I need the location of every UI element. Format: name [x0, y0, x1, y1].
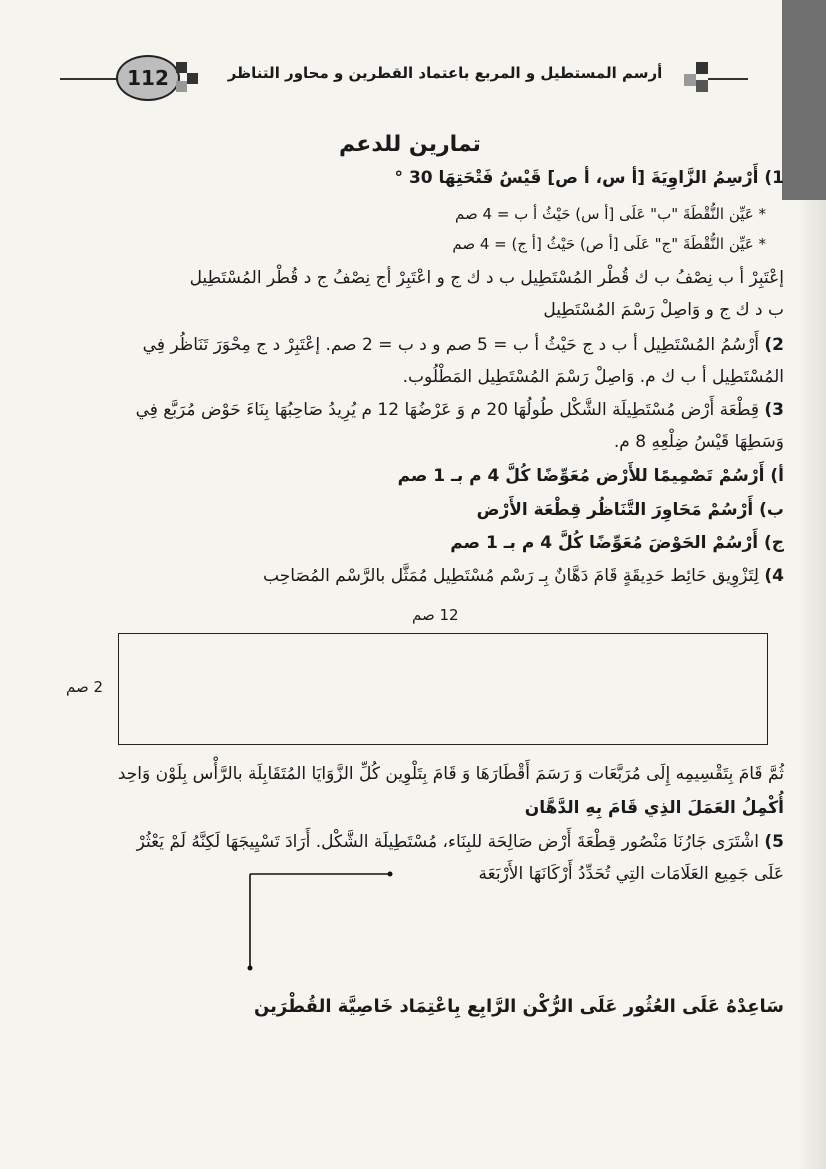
exercise-2a-line: [40, 335, 784, 355]
page-edge-shadow: [782, 0, 826, 200]
exercise-4c-line: أُكْمِلُ العَمَلَ الذِي قَامَ بِهِ الدَّهَّان: [524, 798, 784, 818]
section-title: تمارين للدعم: [339, 132, 481, 157]
exercise-3c-line: أ) أَرْسُمْ تَصْمِيمًا للأَرْض مُعَوِّضًا كُلَّ 4 م بـ 1 صم: [397, 466, 784, 486]
exercise-1d-line: ب د ك ج و وَاصِلْ رَسْمَ المُسْتَطِيل: [543, 300, 784, 320]
exercise-3b-line: وَسَطِهَا قَيْسُ ضِلْعِهِ 8 م.: [613, 432, 784, 452]
exercise-text: اشْتَرَى جَارُنَا مَنْصُور قِطْعَةَ أَرْض صَالِحَة للبِنَاء، مُسْتَطِيلَة الشَّكْل. أَرَادَ تَسْيِيجَهَا لَكِنَّهُ لَمْ يَعْثُرْ: [136, 832, 759, 852]
exercise-4a-line: [40, 566, 784, 586]
rect-width-label: 12 صم: [412, 606, 459, 624]
corner-figure: [240, 864, 400, 974]
page-edge-shade: [798, 200, 826, 1169]
exercise-5c-line: سَاعِدْهُ عَلَى العُثُور عَلَى الرُّكْن الرَّابِع بِاعْتِمَاد خَاصِيَّة القُطْرَين: [253, 996, 784, 1017]
exercise-number: 5): [764, 832, 784, 852]
exercise-5a-line: [40, 832, 784, 852]
exercise-text: قِطْعَة أَرْض مُسْتَطِيلَة الشَّكْل طُولُهَا 20 م وَ عَرْضُهَا 12 م يُرِيدُ صَاحِبُهَا بِنَاءَ حَوْض مُرَبَّع فِي: [135, 400, 759, 420]
exercise-text: لِتَزْوِيق حَائِط حَدِيقَةٍ قَامَ دَهَّانٌ بِـ رَسْم مُسْتَطِيل مُمَثَّل بالرَّسْم المُصَاحِب: [263, 566, 759, 586]
exercise-number: 2): [764, 335, 784, 355]
header-squares-right-icon: [684, 62, 708, 96]
exercise-1-line: [40, 168, 784, 188]
exercise-1c-line: إعْتَبِرْ أ ب نِصْفُ ب ك قُطْر المُسْتَطِيل ب د ك ج و اعْتَبِرْ أج نِصْفُ ج د قُطْر المُسْتَطِيل: [189, 268, 784, 288]
header-rule-right: [708, 78, 748, 80]
header-title: أرسم المستطيل و المربع باعتماد القطرين و محاور التناظر: [227, 64, 663, 82]
exercise-5b-line: عَلَى جَمِيع العَلَامَات التِي تُحَدِّدُ أَرْكَانَهَا الأَرْبَعَة: [478, 864, 784, 884]
page-number: 112: [127, 66, 169, 90]
page-number-badge: [116, 55, 180, 101]
exercise-1b-line: * عَيِّن النُّقْطَةَ "ج" عَلَى [أ ص) حَيْثُ [أ ج) = 4 صم: [452, 235, 766, 253]
exercise-number: 1): [764, 168, 784, 188]
exercise-3a-line: [40, 400, 784, 420]
header-squares-left-icon: [176, 62, 198, 96]
exercise-text: أَرْسُمُ المُسْتَطِيل أ ب د ج حَيْثُ أ ب = 5 صم و د ب = 2 صم. إعْتَبِرْ د ج مِحْوَرَ تَنَاظُر فِي: [142, 335, 759, 355]
corner-point: [388, 872, 393, 877]
exercise-2b-line: المُسْتَطِيل أ ب ك م. وَاصِلْ رَسْمَ المُسْتَطِيل المَطْلُوب.: [402, 367, 784, 387]
rectangle-figure: [118, 633, 768, 745]
exercise-number: 4): [764, 566, 784, 586]
exercise-3d-line: ب) أَرْسُمْ مَحَاوِرَ التَّنَاظُر قِطْعَة الأَرْض: [476, 500, 784, 520]
exercise-3e-line: ج) أَرْسُمْ الحَوْضَ مُعَوِّضًا كُلَّ 4 م بـ 1 صم: [450, 533, 784, 553]
header-rule-left: [60, 78, 120, 80]
rect-height-label: 2 صم: [66, 678, 104, 696]
exercise-number: 3): [764, 400, 784, 420]
exercise-1a-line: * عَيِّن النُّقْطَةَ "ب" عَلَى [أ س) حَيْثُ أ ب = 4 صم: [455, 205, 766, 223]
exercise-text: أَرْسِمُ الزَّاوِيَةَ [أ س، أ ص] قَيْسُ فَتْحَتِهَا 30 °: [394, 168, 759, 188]
exercise-4b-line: ثُمَّ قَامَ بِتَقْسِيمِه إِلَى مُرَبَّعَات وَ رَسَمَ أَقْطَارَهَا وَ قَامَ بِتَلْوِين كُلِّ الزَّوَايَا المُتَقَابِلَة بالرَّأْس بِلَوْن وَاحِد: [117, 764, 784, 784]
corner-point: [248, 966, 253, 971]
